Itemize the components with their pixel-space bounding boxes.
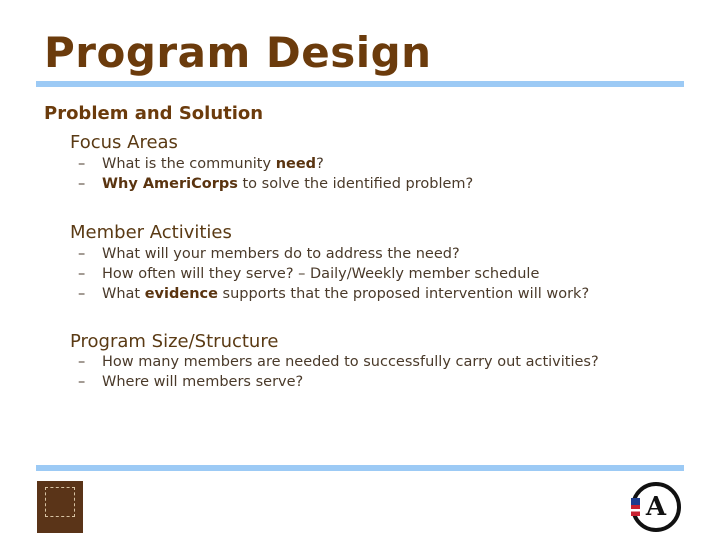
section-heading: Problem and Solution <box>44 103 264 124</box>
list-item: – What will your members do to address the need? <box>78 246 460 262</box>
group-heading: Focus Areas <box>70 132 178 153</box>
group-heading: Program Size/Structure <box>70 331 279 352</box>
top-divider <box>36 81 684 87</box>
list-item: – Why AmeriCorps to solve the identified problem? <box>78 176 474 192</box>
list-item: – How often will they serve? – Daily/Weekly member schedule <box>78 266 540 282</box>
massachusetts-service-alliance-logo <box>37 481 83 533</box>
slide-title: Program Design <box>44 28 432 77</box>
list-item: – What is the community need? <box>78 156 324 172</box>
group-heading: Member Activities <box>70 222 232 243</box>
list-item: – How many members are needed to successfully carry out activities? <box>78 354 599 370</box>
bottom-divider <box>36 465 684 471</box>
list-item: – What evidence supports that the proposed intervention will work? <box>78 286 590 302</box>
americorps-logo: A <box>631 482 681 532</box>
list-item: – Where will members serve? <box>78 374 304 390</box>
